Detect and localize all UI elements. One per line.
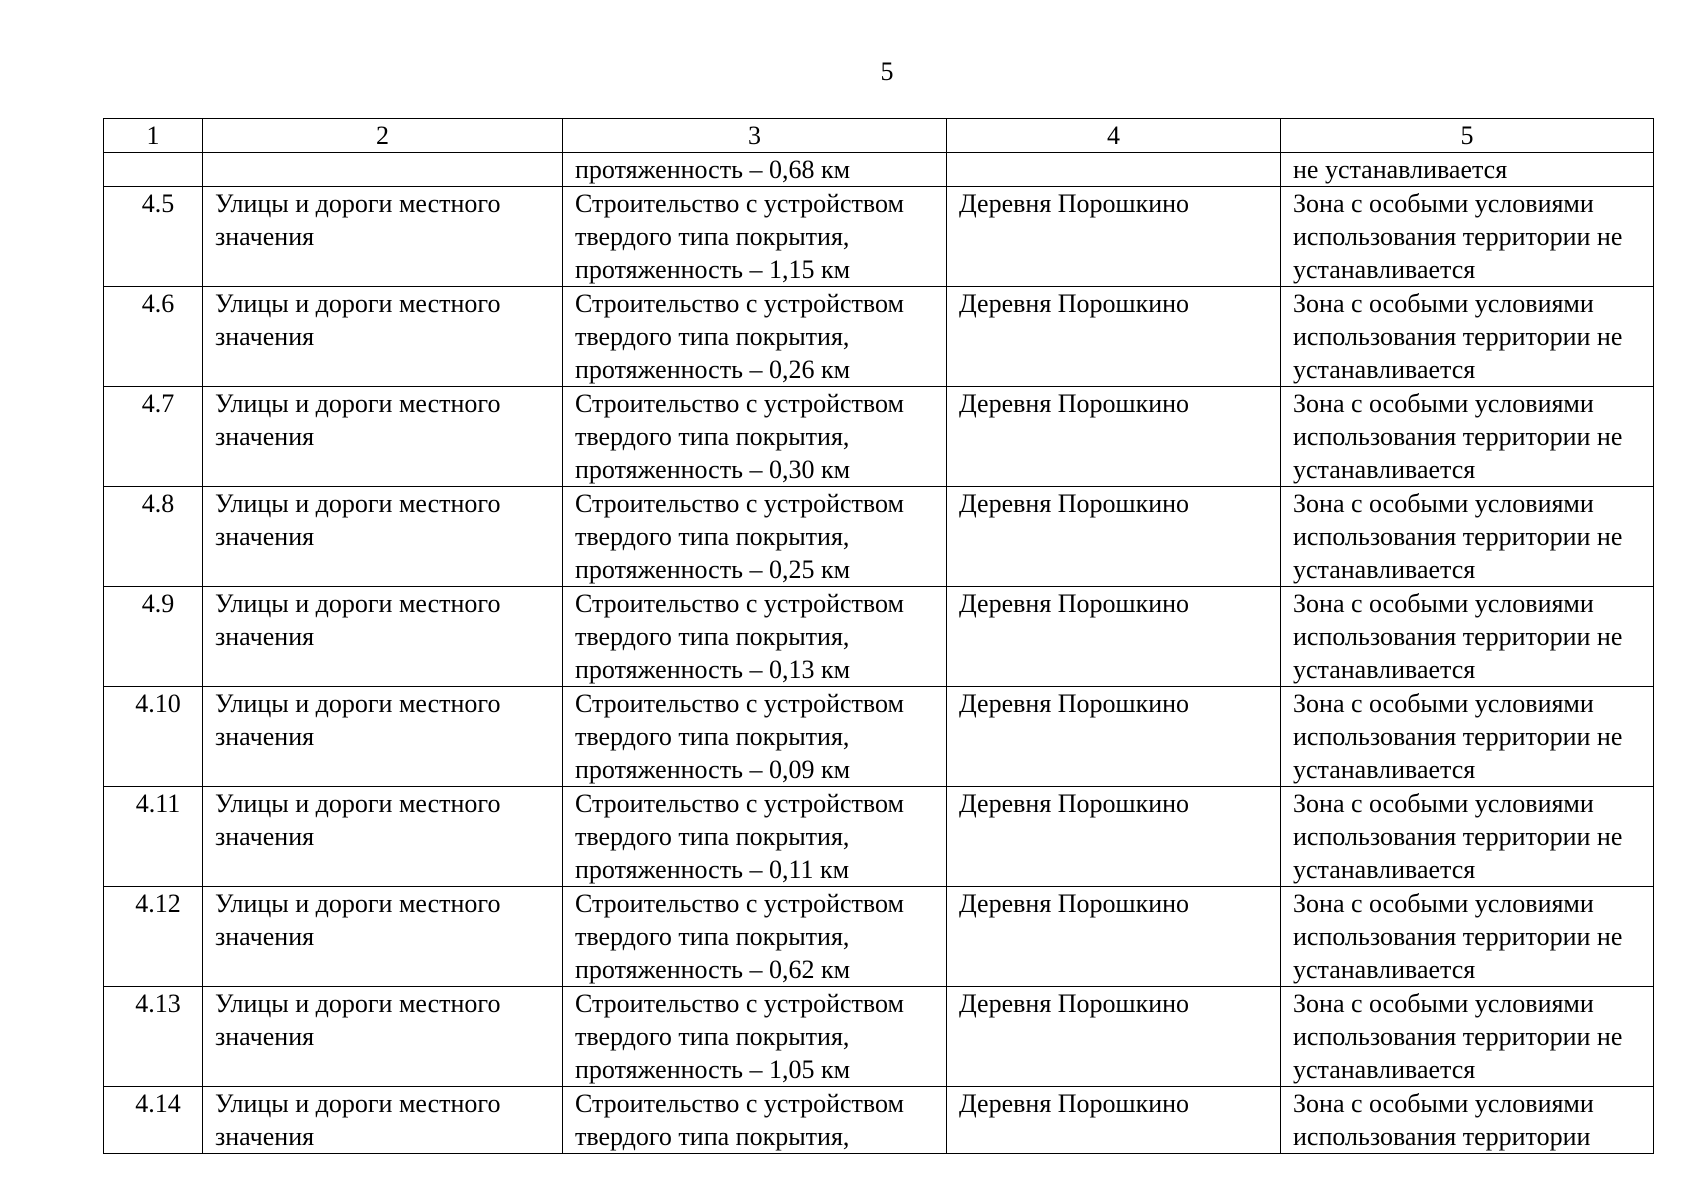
- description-cell: Строительство с устройством твердого типа покрытия, протяженность – 0,26 км: [563, 287, 947, 387]
- location-cell: Деревня Порошкино: [947, 787, 1281, 887]
- zone-cell: Зона с особыми условиями использования территории: [1281, 1087, 1654, 1154]
- row-number-cell: 4.13: [104, 987, 203, 1087]
- column-number-header: 3: [563, 119, 947, 153]
- row-number-cell: 4.5: [104, 187, 203, 287]
- table-row: [104, 987, 1654, 1087]
- zone-cell: Зона с особыми условиями использования территории не устанавливается: [1281, 987, 1654, 1087]
- zone-cell: Зона с особыми условиями использования территории не устанавливается: [1281, 387, 1654, 487]
- zone-cell: Зона с особыми условиями использования территории не устанавливается: [1281, 187, 1654, 287]
- object-name-cell: Улицы и дороги местного значения: [203, 587, 563, 687]
- row-number-cell: 4.11: [104, 787, 203, 887]
- description-cell: Строительство с устройством твердого типа покрытия, протяженность – 1,15 км: [563, 187, 947, 287]
- table-row: [104, 687, 1654, 787]
- row-number-cell: 4.10: [104, 687, 203, 787]
- description-cell: Строительство с устройством твердого типа покрытия, протяженность – 1,05 км: [563, 987, 947, 1087]
- row-number-cell: 4.6: [104, 287, 203, 387]
- zone-cell: Зона с особыми условиями использования территории не устанавливается: [1281, 587, 1654, 687]
- zone-cell: Зона с особыми условиями использования территории не устанавливается: [1281, 687, 1654, 787]
- column-number-row: [104, 119, 1654, 153]
- column-number-header: 2: [203, 119, 563, 153]
- page-number: 5: [880, 57, 894, 86]
- zone-cell: Зона с особыми условиями использования территории не устанавливается: [1281, 287, 1654, 387]
- object-name-cell: Улицы и дороги местного значения: [203, 887, 563, 987]
- object-name-cell: Улицы и дороги местного значения: [203, 187, 563, 287]
- description-cell: протяженность – 0,68 км: [563, 153, 947, 187]
- table-row: [104, 587, 1654, 687]
- zone-cell: Зона с особыми условиями использования территории не устанавливается: [1281, 487, 1654, 587]
- zone-cell: Зона с особыми условиями использования территории не устанавливается: [1281, 887, 1654, 987]
- object-name-cell: Улицы и дороги местного значения: [203, 687, 563, 787]
- zone-cell: Зона с особыми условиями использования территории не устанавливается: [1281, 787, 1654, 887]
- object-name-cell: Улицы и дороги местного значения: [203, 287, 563, 387]
- description-cell: Строительство с устройством твердого типа покрытия, протяженность – 0,30 км: [563, 387, 947, 487]
- location-cell: Деревня Порошкино: [947, 287, 1281, 387]
- zone-cell: не устанавливается: [1281, 153, 1654, 187]
- location-cell: Деревня Порошкино: [947, 687, 1281, 787]
- column-number-header: 1: [104, 119, 203, 153]
- continuation-row: [104, 153, 1654, 187]
- description-cell: Строительство с устройством твердого типа покрытия, протяженность – 0,13 км: [563, 587, 947, 687]
- description-cell: Строительство с устройством твердого типа покрытия, протяженность – 0,09 км: [563, 687, 947, 787]
- column-number-header: 4: [947, 119, 1281, 153]
- location-cell: Деревня Порошкино: [947, 587, 1281, 687]
- row-number-cell: 4.7: [104, 387, 203, 487]
- object-name-cell: Улицы и дороги местного значения: [203, 387, 563, 487]
- description-cell: Строительство с устройством твердого типа покрытия,: [563, 1087, 947, 1154]
- location-cell: Деревня Порошкино: [947, 487, 1281, 587]
- table-row: [104, 287, 1654, 387]
- location-cell: [947, 153, 1281, 187]
- object-name-cell: Улицы и дороги местного значения: [203, 787, 563, 887]
- description-cell: Строительство с устройством твердого типа покрытия, протяженность – 0,11 км: [563, 787, 947, 887]
- location-cell: Деревня Порошкино: [947, 1087, 1281, 1154]
- location-cell: Деревня Порошкино: [947, 987, 1281, 1087]
- planned-objects-table: [103, 118, 1654, 1154]
- description-cell: Строительство с устройством твердого типа покрытия, протяженность – 0,62 км: [563, 887, 947, 987]
- row-number-cell: 4.9: [104, 587, 203, 687]
- location-cell: Деревня Порошкино: [947, 887, 1281, 987]
- object-name-cell: Улицы и дороги местного значения: [203, 487, 563, 587]
- row-number-cell: [104, 153, 203, 187]
- row-number-cell: 4.12: [104, 887, 203, 987]
- table-row: [104, 787, 1654, 887]
- object-name-cell: Улицы и дороги местного значения: [203, 1087, 563, 1154]
- row-number-cell: 4.8: [104, 487, 203, 587]
- row-number-cell: 4.14: [104, 1087, 203, 1154]
- table-row: [104, 1087, 1654, 1154]
- object-name-cell: Улицы и дороги местного значения: [203, 987, 563, 1087]
- object-name-cell: [203, 153, 563, 187]
- description-cell: Строительство с устройством твердого типа покрытия, протяженность – 0,25 км: [563, 487, 947, 587]
- table-row: [104, 187, 1654, 287]
- location-cell: Деревня Порошкино: [947, 387, 1281, 487]
- table-row: [104, 487, 1654, 587]
- column-number-header: 5: [1281, 119, 1654, 153]
- table-row: [104, 887, 1654, 987]
- location-cell: Деревня Порошкино: [947, 187, 1281, 287]
- table-row: [104, 387, 1654, 487]
